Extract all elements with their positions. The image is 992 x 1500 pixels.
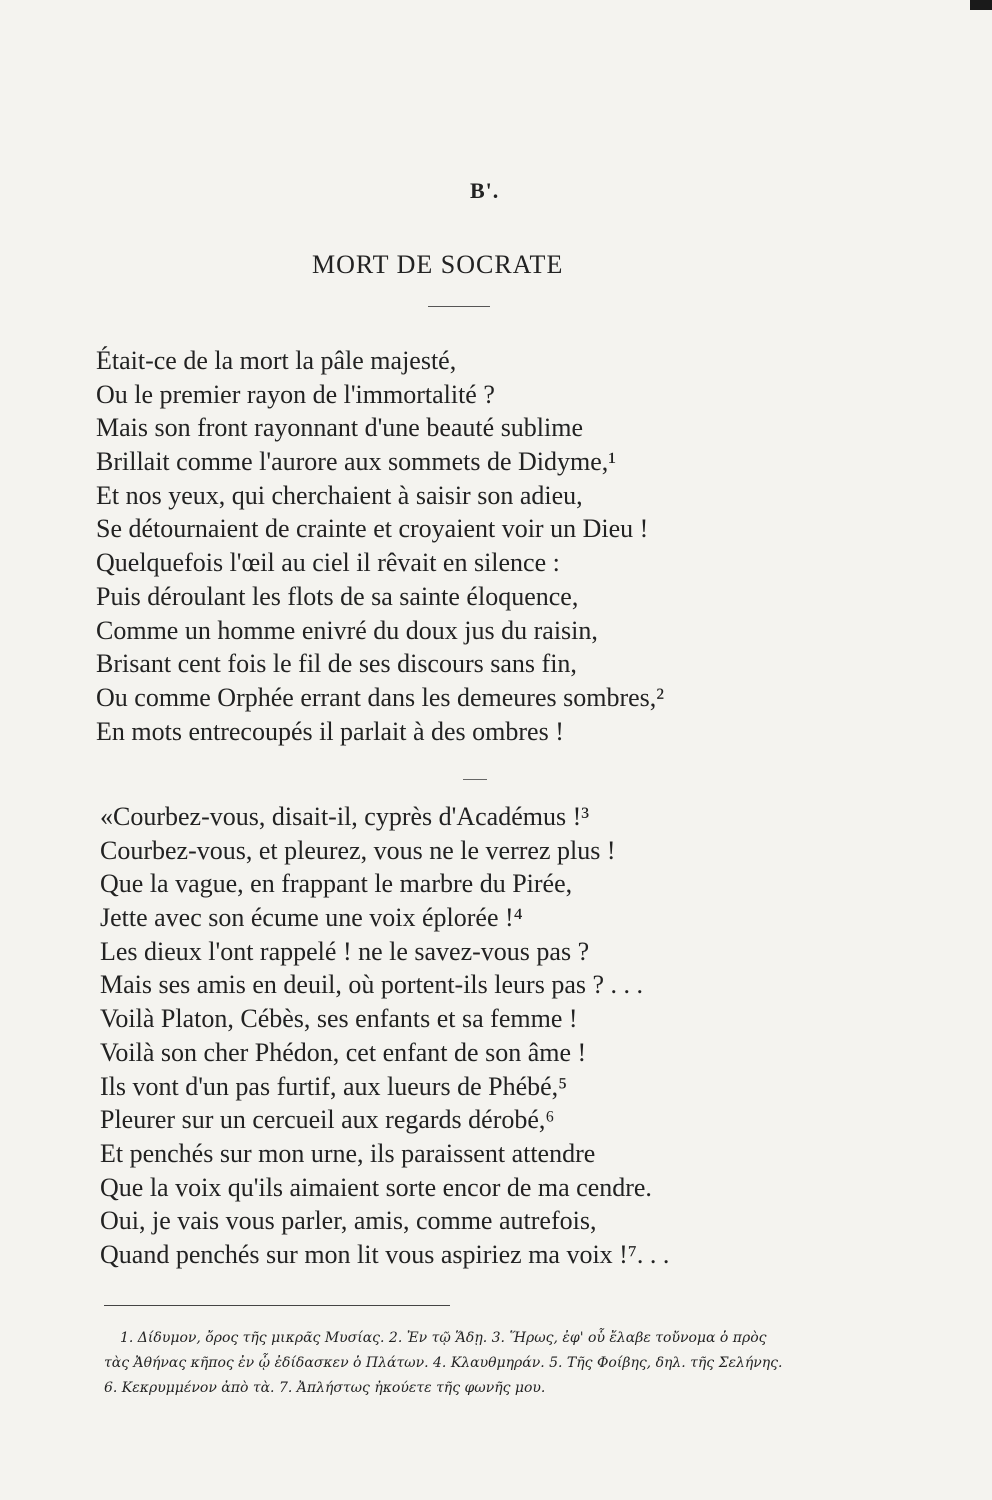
verse-line: Quand penchés sur mon lit vous aspiriez ma voix !⁷. . .: [100, 1239, 670, 1269]
footnote-line: τὰς Ἀθήνας κῆπος ἐν ᾧ ἐδίδασκεν ὁ Πλάτων. 4. Κλαυθμηράν. 5. Τῆς Φοίβης, δηλ. τῆς Σελήνης.: [104, 1355, 783, 1371]
verse-line: Puis déroulant les flots de sa sainte éloquence,: [96, 581, 579, 611]
verse-line: Que la vague, en frappant le marbre du Pirée,: [100, 869, 573, 899]
footnote-line: 6. Κεκρυμμένον ἀπὸ τὰ. 7. Ἀπλήστως ἠκούετε τῆς φωνῆς μου.: [104, 1380, 546, 1396]
verse-line: Brillait comme l'aurore aux sommets de Didyme,¹: [96, 447, 617, 477]
title-divider: [428, 306, 490, 307]
verse-line: Et nos yeux, qui cherchaient à saisir son adieu,: [96, 480, 583, 510]
stanza-divider: [463, 779, 487, 780]
stanza-1: [96, 344, 664, 748]
verse-line: Voilà Platon, Cébès, ses enfants et sa femme !: [100, 1004, 578, 1034]
poem-title: MORT DE SOCRATE: [312, 250, 564, 279]
scan-corner-mark: [970, 0, 992, 10]
verse-line: Mais ses amis en deuil, où portent-ils leurs pas ? . . .: [100, 970, 644, 1000]
verse-line: Mais son front rayonnant d'une beauté sublime: [96, 413, 584, 443]
verse-line: Était-ce de la mort la pâle majesté,: [96, 346, 457, 375]
footnotes: [104, 1326, 884, 1401]
verse-line: Les dieux l'ont rappelé ! ne le savez-vous pas ?: [100, 936, 590, 966]
footnote-line: 1. Δίδυμον, ὄρος τῆς μικρᾶς Μυσίας. 2. Ἐν τῷ Ἅδῃ. 3. Ἥρως, ἐφ' οὗ ἔλαβε τοὔνομα ὁ πρὸς: [120, 1330, 767, 1346]
section-label: B'.: [470, 178, 500, 203]
verse-line: Pleurer sur un cercueil aux regards dérobé,⁶: [100, 1105, 555, 1135]
verse-line: Comme un homme enivré du doux jus du raisin,: [96, 615, 598, 645]
footnote-divider: [104, 1305, 450, 1306]
verse-line: Brisant cent fois le fil de ses discours sans fin,: [96, 649, 577, 679]
verse-line: Jette avec son écume une voix éplorée !⁴: [100, 903, 523, 933]
verse-line: Ou comme Orphée errant dans les demeures sombres,²: [96, 682, 665, 712]
verse-line: Oui, je vais vous parler, amis, comme autrefois,: [100, 1206, 597, 1236]
verse-line: Ils vont d'un pas furtif, aux lueurs de Phébé,⁵: [100, 1071, 568, 1101]
verse-line: «Courbez-vous, disait-il, cyprès d'Académus !³: [100, 802, 590, 831]
verse-line: Courbez-vous, et pleurez, vous ne le verrez plus !: [100, 835, 616, 865]
verse-line: En mots entrecoupés il parlait à des ombres !: [96, 716, 564, 746]
verse-line: Quelquefois l'œil au ciel il rêvait en silence :: [96, 548, 560, 578]
verse-line: Voilà son cher Phédon, cet enfant de son âme !: [100, 1037, 587, 1067]
verse-line: Et penchés sur mon urne, ils paraissent attendre: [100, 1138, 596, 1168]
verse-line: Que la voix qu'ils aimaient sorte encor de ma cendre.: [100, 1172, 652, 1202]
verse-line: Ou le premier rayon de l'immortalité ?: [96, 379, 495, 409]
verse-line: Se détournaient de crainte et croyaient voir un Dieu !: [96, 514, 649, 544]
stanza-2: [100, 800, 669, 1272]
